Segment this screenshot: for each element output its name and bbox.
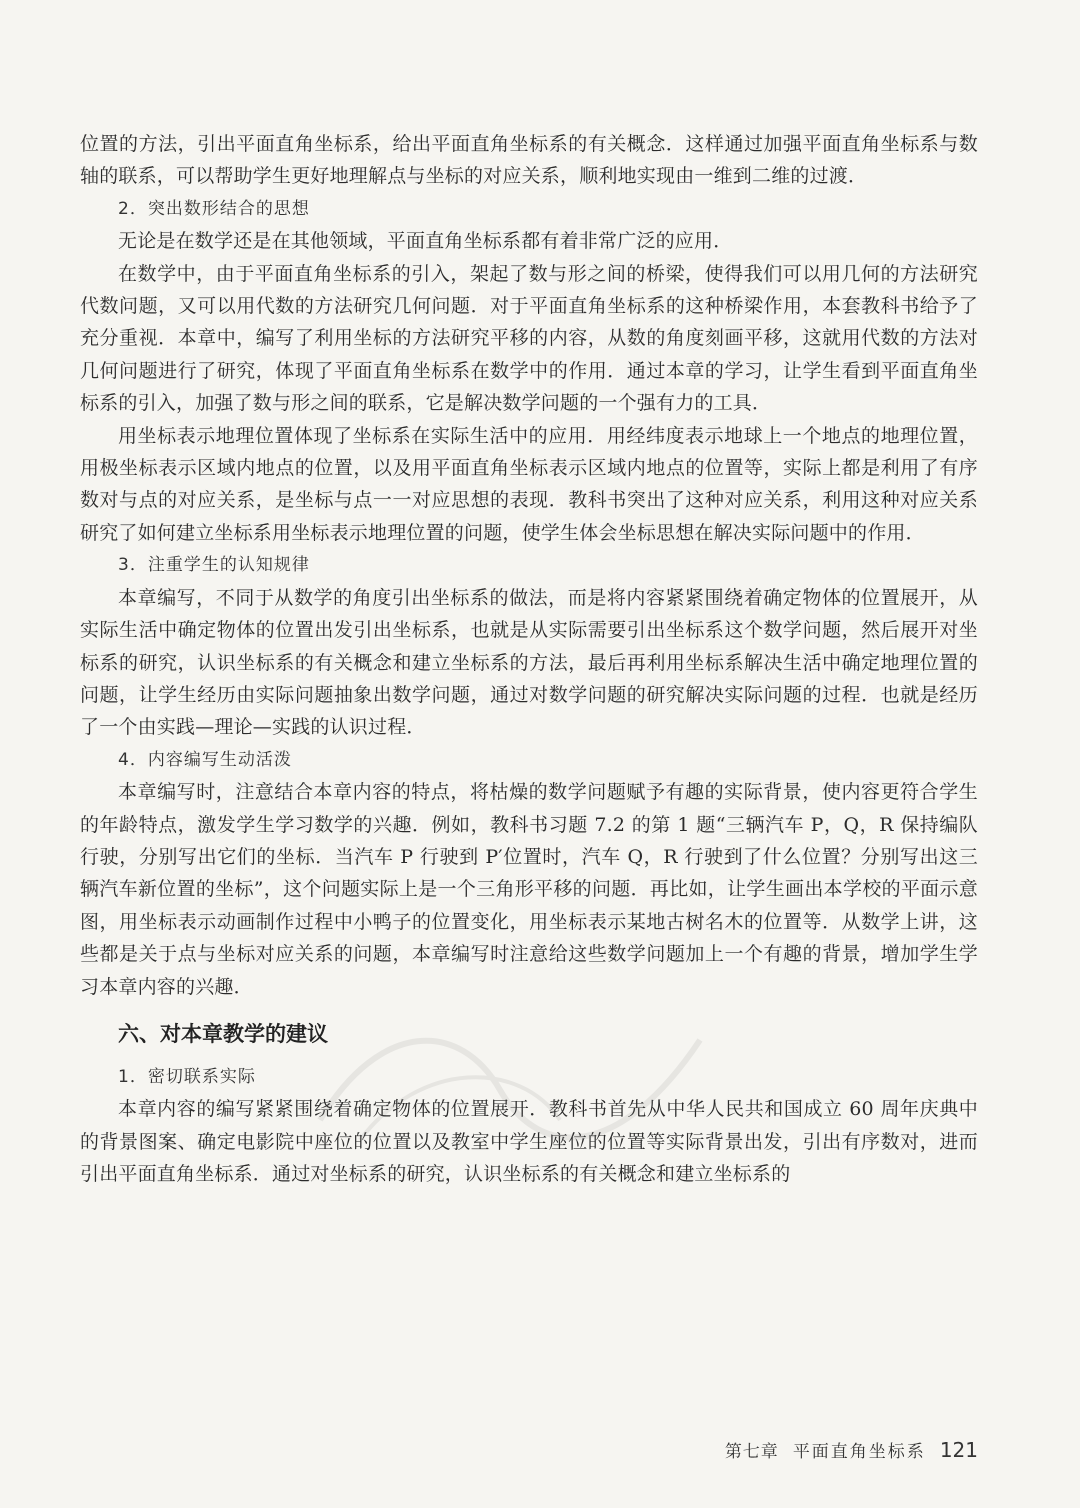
paragraph-1: 位置的方法，引出平面直角坐标系，给出平面直角坐标系的有关概念．这样通过加强平面直角坐标系与数轴的联系，可以帮助学生更好地理解点与坐标的对应关系，顺利地实现由一维到二维的过渡． xyxy=(80,133,978,188)
paragraph-6: 本章编写时，注意结合本章内容的特点，将枯燥的数学问题赋予有趣的实际背景，使内容更符合学生的年龄特点，激发学生学习数学的兴趣．例如，教科书习题 7.2 的第 1 题“三辆汽车 P，Q，R 保持编队行驶，分别写出它们的坐标．当汽车 P 行驶到 P′位置时，汽车 Q，R 行驶到了什么位置？分别写出这三辆汽车新位置的坐标”，这个问题实际上是一个三角形平移的问题．再比如，让学生画出本学校的平面示意图，用坐标表示动画制作过程中小鸭子的位置变化，用坐标表示某地古树名木的位置等．从数学上讲，这些都是关于点与坐标对应关系的问题，本章编写时注意给这些数学问题加上一个有趣的背景，增加学生学习本章内容的兴趣． xyxy=(80,781,978,998)
footer-chapter: 第七章 xyxy=(724,1442,779,1462)
paragraph-4: 用坐标表示地理位置体现了坐标系在实际生活中的应用．用经纬度表示地球上一个地点的地理位置，用极坐标表示区域内地点的位置，以及用平面直角坐标表示区域内地点的位置等，实际上都是利用了有序数对与点的对应关系，是坐标与点一一对应思想的表现．教科书突出了这种对应关系，利用这种对应关系研究了如何建立坐标系用坐标表示地理位置的问题，使学生体会坐标思想在解决实际问题中的作用． xyxy=(80,424,978,544)
section-heading-6: 六、对本章教学的建议 xyxy=(118,1021,328,1046)
page-footer xyxy=(725,1437,978,1462)
paragraph-7: 本章内容的编写紧紧围绕着确定物体的位置展开．教科书首先从中华人民共和国成立 60 周年庆典中的背景图案、确定电影院中座位的位置以及教室中学生座位的位置等实际背景出发，引出有序数对，进而引出平面直角坐标系．通过对坐标系的研究，认识坐标系的有关概念和建立坐标系的 xyxy=(80,1098,978,1186)
subheading-4: 4．内容编写生动活泼 xyxy=(118,749,292,770)
paragraph-3: 在数学中，由于平面直角坐标系的引入，架起了数与形之间的桥梁，使得我们可以用几何的方法研究代数问题，又可以用代数的方法研究几何问题．对于平面直角坐标系的这种桥梁作用，本套教科书给予了充分重视．本章中，编写了利用坐标的方法研究平移的内容，从数的角度刻画平移，这就用代数的方法对几何问题进行了研究，体现了平面直角坐标系在数学中的作用．通过本章的学习，让学生看到平面直角坐标系的引入，加强了数与形之间的联系，它是解决数学问题的一个强有力的工具． xyxy=(80,262,978,415)
page-content xyxy=(80,128,978,1191)
subheading-3: 3．注重学生的认知规律 xyxy=(118,555,310,576)
footer-title: 平面直角坐标系 xyxy=(792,1442,926,1462)
subheading-6-1: 1．密切联系实际 xyxy=(118,1066,256,1087)
subheading-2: 2．突出数形结合的思想 xyxy=(118,198,310,219)
page-number: 121 xyxy=(939,1438,978,1462)
paragraph-5: 本章编写，不同于从数学的角度引出坐标系的做法，而是将内容紧紧围绕着确定物体的位置展开，从实际生活中确定物体的位置出发引出坐标系，也就是从实际需要引出坐标系这个数学问题，然后展开对坐标系的研究，认识坐标系的有关概念和建立坐标系的方法，最后再利用坐标系解决生活中确定地理位置的问题，让学生经历由实际问题抽象出数学问题，通过对数学问题的研究解决实际问题的过程．也就是经历了一个由实践—理论—实践的认识过程． xyxy=(80,586,978,739)
paragraph-2: 无论是在数学还是在其他领域，平面直角坐标系都有着非常广泛的应用． xyxy=(118,230,733,253)
